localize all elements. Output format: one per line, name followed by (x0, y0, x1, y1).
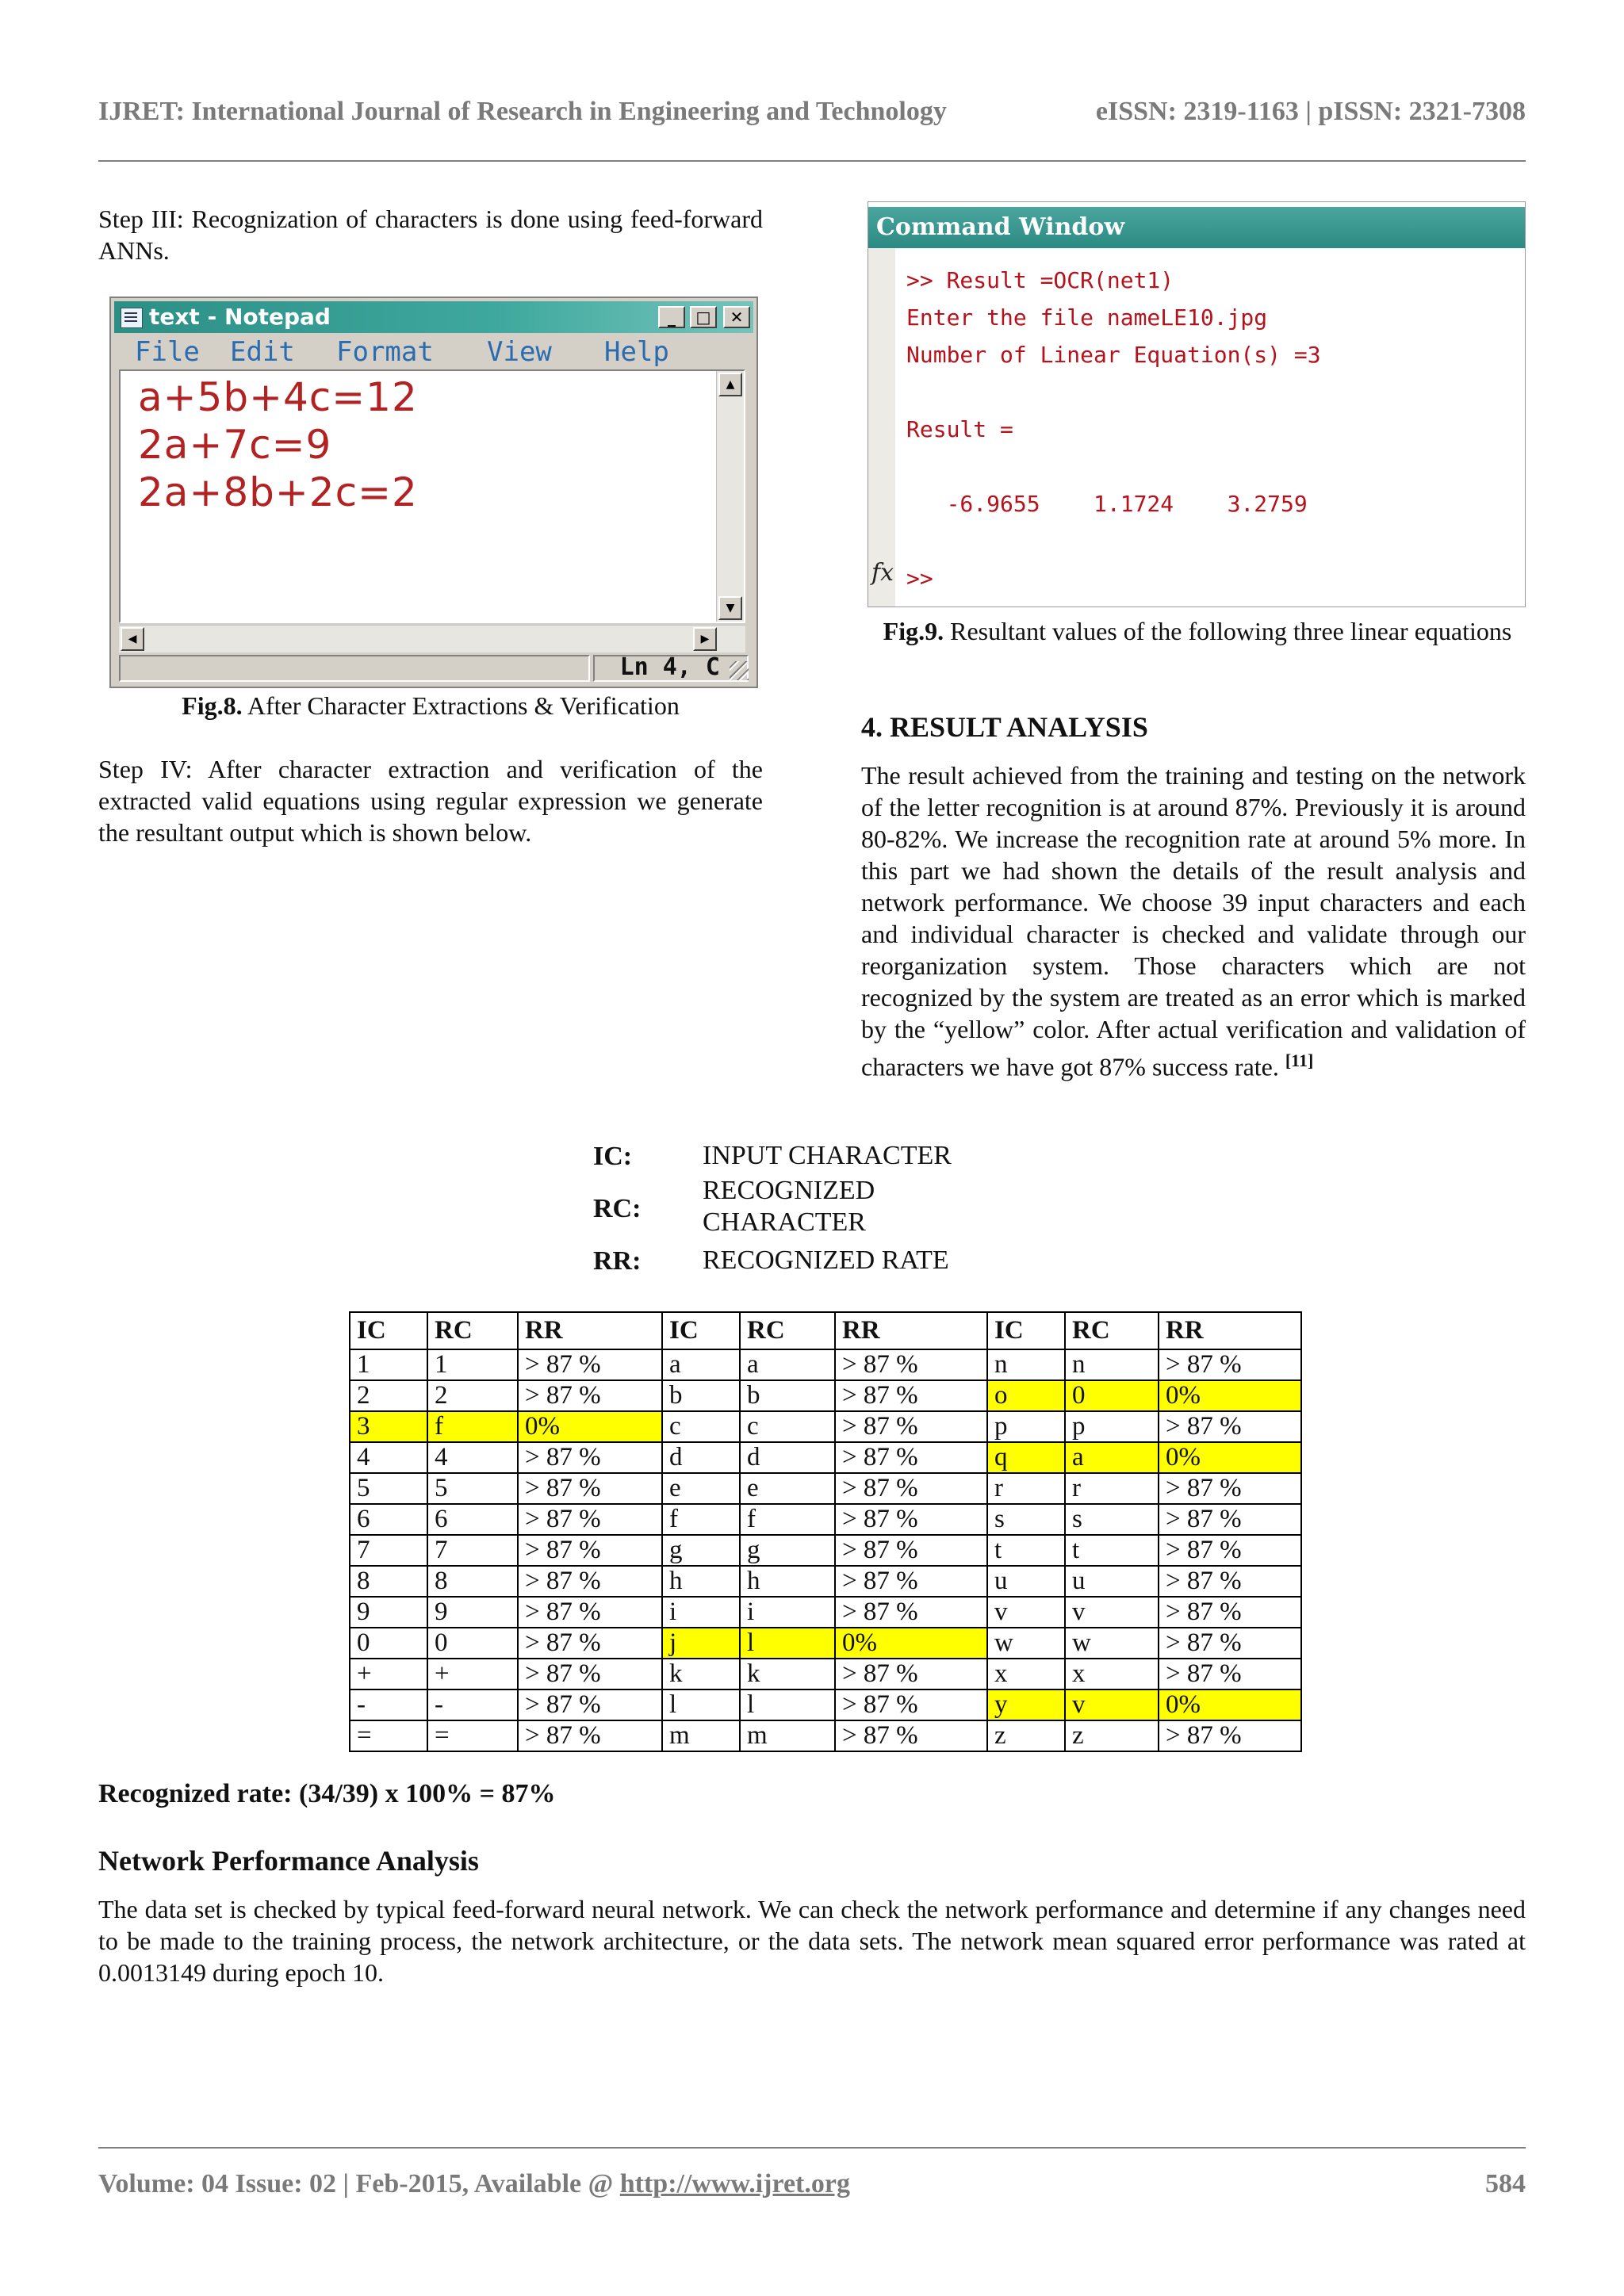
table-cell: 1 (350, 1349, 427, 1380)
col-header: RC (427, 1312, 518, 1349)
table-row (350, 1566, 1301, 1597)
table-cell: 0% (518, 1411, 662, 1442)
table-cell: m (740, 1720, 835, 1751)
notepad-menubar (114, 335, 753, 368)
table-cell: h (740, 1566, 835, 1597)
table-cell: > 87 % (518, 1473, 662, 1504)
network-performance-heading: Network Performance Analysis (98, 1845, 479, 1877)
table-cell: > 87 % (518, 1628, 662, 1659)
table-cell: > 87 % (518, 1349, 662, 1380)
table-cell: e (662, 1473, 740, 1504)
command-gutter (868, 248, 895, 607)
table-cell: > 87 % (1159, 1628, 1301, 1659)
table-cell: c (662, 1411, 740, 1442)
footer-rule (98, 2147, 1526, 2149)
table-cell: > 87 % (518, 1442, 662, 1473)
table-cell: > 87 % (1159, 1411, 1301, 1442)
fx-icon[interactable]: fx (871, 559, 894, 587)
cmd-line-5: Result = (906, 416, 1013, 442)
table-cell: z (1065, 1720, 1159, 1751)
table-cell: s (1065, 1504, 1159, 1535)
table-cell: > 87 % (835, 1566, 987, 1597)
notepad-text-area[interactable] (119, 369, 745, 623)
table-cell: 1 (427, 1349, 518, 1380)
table-cell: 9 (427, 1597, 518, 1628)
table-cell: l (662, 1689, 740, 1720)
menu-format[interactable]: Format (336, 336, 434, 368)
table-cell: n (987, 1349, 1065, 1380)
table-cell: > 87 % (835, 1349, 987, 1380)
table-cell: b (740, 1380, 835, 1411)
table-cell: > 87 % (518, 1380, 662, 1411)
table-cell: d (740, 1442, 835, 1473)
table-cell: > 87 % (518, 1535, 662, 1566)
table-cell: 7 (350, 1535, 427, 1566)
table-cell: g (740, 1535, 835, 1566)
cmd-line-3: Number of Linear Equation(s) =3 (906, 342, 1321, 368)
result-analysis-body (861, 760, 1526, 1083)
citation: [11] (1285, 1050, 1314, 1070)
menu-file[interactable]: File (135, 336, 200, 368)
table-cell: 2 (350, 1380, 427, 1411)
status-position: Ln 4, C (619, 653, 720, 681)
table-cell: i (740, 1597, 835, 1628)
table-cell: u (1065, 1566, 1159, 1597)
table-cell: m (662, 1720, 740, 1751)
table-cell: u (987, 1566, 1065, 1597)
notepad-app-icon (121, 308, 143, 328)
table-cell: > 87 % (518, 1597, 662, 1628)
table-cell: f (427, 1411, 518, 1442)
table-cell: v (1065, 1689, 1159, 1720)
def-ic-key: IC: (593, 1142, 633, 1171)
col-header: RR (518, 1312, 662, 1349)
table-cell: > 87 % (1159, 1566, 1301, 1597)
table-cell: > 87 % (1159, 1473, 1301, 1504)
table-cell: w (1065, 1628, 1159, 1659)
table-cell: 6 (427, 1504, 518, 1535)
table-row (350, 1535, 1301, 1566)
cmd-line-7: -6.9655 1.1724 3.2759 (906, 491, 1308, 517)
table-cell: f (740, 1504, 835, 1535)
table-cell: f (662, 1504, 740, 1535)
table-cell: j (662, 1628, 740, 1659)
equation-line-2: 2a+7c=9 (138, 422, 332, 468)
def-rc-key: RC: (593, 1194, 642, 1223)
table-row (350, 1380, 1301, 1411)
table-cell: 4 (350, 1442, 427, 1473)
table-row (350, 1689, 1301, 1720)
table-cell: l (740, 1628, 835, 1659)
journal-title: IJRET: International Journal of Research in Engineering and Technology (98, 97, 947, 126)
table-cell: > 87 % (1159, 1720, 1301, 1751)
table-cell: p (987, 1411, 1065, 1442)
table-cell: x (987, 1659, 1065, 1689)
table-cell: w (987, 1628, 1065, 1659)
footer-text: Volume: 04 Issue: 02 | Feb-2015, Available @ (98, 2169, 620, 2198)
table-row (350, 1628, 1301, 1659)
recognition-table (349, 1311, 1302, 1752)
close-icon[interactable]: ✕ (723, 306, 750, 328)
table-row (350, 1473, 1301, 1504)
fig9-caption (880, 615, 1515, 647)
col-header: RC (740, 1312, 835, 1349)
table-cell: 8 (350, 1566, 427, 1597)
table-cell: > 87 % (835, 1380, 987, 1411)
resize-grip-icon[interactable] (730, 661, 749, 680)
issn-info: eISSN: 2319-1163 | pISSN: 2321-7308 (1095, 97, 1526, 126)
table-cell: > 87 % (518, 1566, 662, 1597)
cmd-line-1: >> Result =OCR(net1) (906, 267, 1174, 293)
scroll-up-icon[interactable]: ▲ (718, 373, 742, 396)
col-header: IC (987, 1312, 1065, 1349)
def-ic-value: INPUT CHARACTER (703, 1141, 952, 1170)
table-cell: 0% (1159, 1442, 1301, 1473)
table-cell: 5 (427, 1473, 518, 1504)
table-cell: g (662, 1535, 740, 1566)
col-header: IC (662, 1312, 740, 1349)
table-cell: 0% (1159, 1689, 1301, 1720)
recognized-rate: Recognized rate: (34/39) x 100% = 87% (98, 1779, 556, 1808)
table-cell: > 87 % (518, 1689, 662, 1720)
def-rr-value: RECOGNIZED RATE (703, 1246, 949, 1275)
table-row (350, 1442, 1301, 1473)
result-analysis-text: The result achieved from the training and testing on the network of the letter recognition is at around 87%. Previously it is around 80-82%. We increase the recognition rate at around 5% more. In this part we had shown the details of the result analysis and network performance. We choose 39 input characters and each and individual character is checked and validate through our reorganization system. Those characters which are not recognized by the system are treated as an error which is marked by the “yellow” color. After actual verification and validation of characters we have got 87% success rate. (861, 761, 1526, 1081)
table-cell: v (987, 1597, 1065, 1628)
table-cell: > 87 % (1159, 1504, 1301, 1535)
table-cell: a (662, 1349, 740, 1380)
table-row (350, 1597, 1301, 1628)
col-header: RR (835, 1312, 987, 1349)
table-cell: p (1065, 1411, 1159, 1442)
table-cell: > 87 % (1159, 1349, 1301, 1380)
menu-help[interactable]: Help (604, 336, 669, 368)
table-row (350, 1349, 1301, 1380)
table-cell: 0% (835, 1628, 987, 1659)
cmd-line-2: Enter the file nameLE10.jpg (906, 304, 1268, 331)
table-cell: c (740, 1411, 835, 1442)
col-header: RR (1159, 1312, 1301, 1349)
table-cell: > 87 % (835, 1473, 987, 1504)
table-cell: b (662, 1380, 740, 1411)
result-analysis-heading: 4. RESULT ANALYSIS (861, 711, 1148, 743)
table-cell: = (427, 1720, 518, 1751)
table-cell: a (1065, 1442, 1159, 1473)
fig9-label: Fig.9. (883, 617, 944, 645)
table-cell: k (662, 1659, 740, 1689)
table-cell: 0 (1065, 1380, 1159, 1411)
table-cell: > 87 % (518, 1504, 662, 1535)
table-cell: r (1065, 1473, 1159, 1504)
table-cell: r (987, 1473, 1065, 1504)
table-cell: 7 (427, 1535, 518, 1566)
table-cell: l (740, 1689, 835, 1720)
def-rc-value: RECOGNIZED CHARACTER (703, 1176, 875, 1237)
table-cell: > 87 % (835, 1442, 987, 1473)
table-cell: > 87 % (835, 1659, 987, 1689)
table-cell: t (987, 1535, 1065, 1566)
footer-volume (98, 2169, 850, 2199)
table-cell: z (987, 1720, 1065, 1751)
col-header: IC (350, 1312, 427, 1349)
table-cell: q (987, 1442, 1065, 1473)
horizontal-scrollbar[interactable] (119, 625, 745, 652)
table-cell: a (740, 1349, 835, 1380)
table-cell: 0 (350, 1628, 427, 1659)
table-cell: > 87 % (835, 1411, 987, 1442)
table-cell: + (350, 1659, 427, 1689)
table-cell: h (662, 1566, 740, 1597)
table-cell: n (1065, 1349, 1159, 1380)
table-cell: 4 (427, 1442, 518, 1473)
minimize-icon[interactable]: _ (658, 306, 685, 328)
table-cell: k (740, 1659, 835, 1689)
table-cell: > 87 % (1159, 1535, 1301, 1566)
command-window-title: Command Window (868, 207, 1525, 248)
table-row (350, 1504, 1301, 1535)
vertical-scrollbar[interactable] (716, 371, 744, 622)
table-cell: > 87 % (518, 1659, 662, 1689)
scroll-left-icon[interactable]: ◀ (121, 627, 144, 651)
table-row (350, 1720, 1301, 1751)
fig8-caption-text: After Character Extractions & Verification (242, 691, 680, 720)
table-cell: 0 (427, 1628, 518, 1659)
notepad-statusbar (119, 653, 752, 683)
notepad-window (109, 297, 758, 688)
menu-view[interactable]: View (487, 336, 552, 368)
cmd-prompt[interactable]: >> (906, 565, 933, 591)
equation-line-1: a+5b+4c=12 (138, 374, 418, 420)
scroll-right-icon[interactable]: ▶ (693, 627, 717, 651)
table-cell: i (662, 1597, 740, 1628)
table-cell: x (1065, 1659, 1159, 1689)
command-window (868, 201, 1526, 607)
step3-text: Step III: Recognization of characters is done using feed-forward ANNs. (98, 205, 763, 265)
table-cell: > 87 % (1159, 1659, 1301, 1689)
table-cell: > 87 % (835, 1597, 987, 1628)
fig9-caption-text: Resultant values of the following three linear equations (944, 617, 1512, 645)
table-cell: e (740, 1473, 835, 1504)
table-cell: = (350, 1720, 427, 1751)
journal-link[interactable]: http://www.ijret.org (619, 2169, 850, 2198)
equation-line-3: 2a+8b+2c=2 (138, 469, 418, 515)
notepad-title: text - Notepad (149, 304, 331, 330)
table-cell: + (427, 1659, 518, 1689)
table-cell: > 87 % (835, 1535, 987, 1566)
table-cell: 8 (427, 1566, 518, 1597)
table-cell: > 87 % (835, 1720, 987, 1751)
menu-edit[interactable]: Edit (230, 336, 295, 368)
table-cell: 3 (350, 1411, 427, 1442)
notepad-titlebar (114, 301, 753, 333)
table-row (350, 1411, 1301, 1442)
table-cell: > 87 % (835, 1689, 987, 1720)
col-header: RC (1065, 1312, 1159, 1349)
fig8-label: Fig.8. (182, 691, 243, 720)
table-header-row (350, 1312, 1301, 1349)
def-rr-key: RR: (593, 1246, 642, 1276)
fig8-caption (98, 690, 763, 721)
table-cell: > 87 % (835, 1504, 987, 1535)
table-cell: v (1065, 1597, 1159, 1628)
table-cell: 6 (350, 1504, 427, 1535)
table-cell: 2 (427, 1380, 518, 1411)
table-cell: o (987, 1380, 1065, 1411)
table-cell: 9 (350, 1597, 427, 1628)
table-cell: y (987, 1689, 1065, 1720)
table-cell: 5 (350, 1473, 427, 1504)
table-cell: > 87 % (518, 1720, 662, 1751)
table-cell: > 87 % (1159, 1597, 1301, 1628)
step4-text: Step IV: After character extraction and verification of the extracted valid equations using regular expression we generate the resultant output which is shown below. (98, 755, 763, 847)
table-cell: 0% (1159, 1380, 1301, 1411)
page-number: 584 (1485, 2169, 1526, 2198)
table-cell: - (350, 1689, 427, 1720)
table-cell: d (662, 1442, 740, 1473)
scroll-down-icon[interactable]: ▼ (718, 596, 742, 620)
table-cell: s (987, 1504, 1065, 1535)
header-rule (98, 160, 1526, 162)
maximize-icon[interactable]: □ (690, 306, 717, 328)
table-cell: - (427, 1689, 518, 1720)
network-performance-body: The data set is checked by typical feed-forward neural network. We can check the network performance and determine if any changes need to be made to the training process, the network architecture, or the data sets. The network mean squared error performance was rated at 0.0013149 during epoch 10. (98, 1895, 1526, 1987)
table-row (350, 1659, 1301, 1689)
table-cell: t (1065, 1535, 1159, 1566)
